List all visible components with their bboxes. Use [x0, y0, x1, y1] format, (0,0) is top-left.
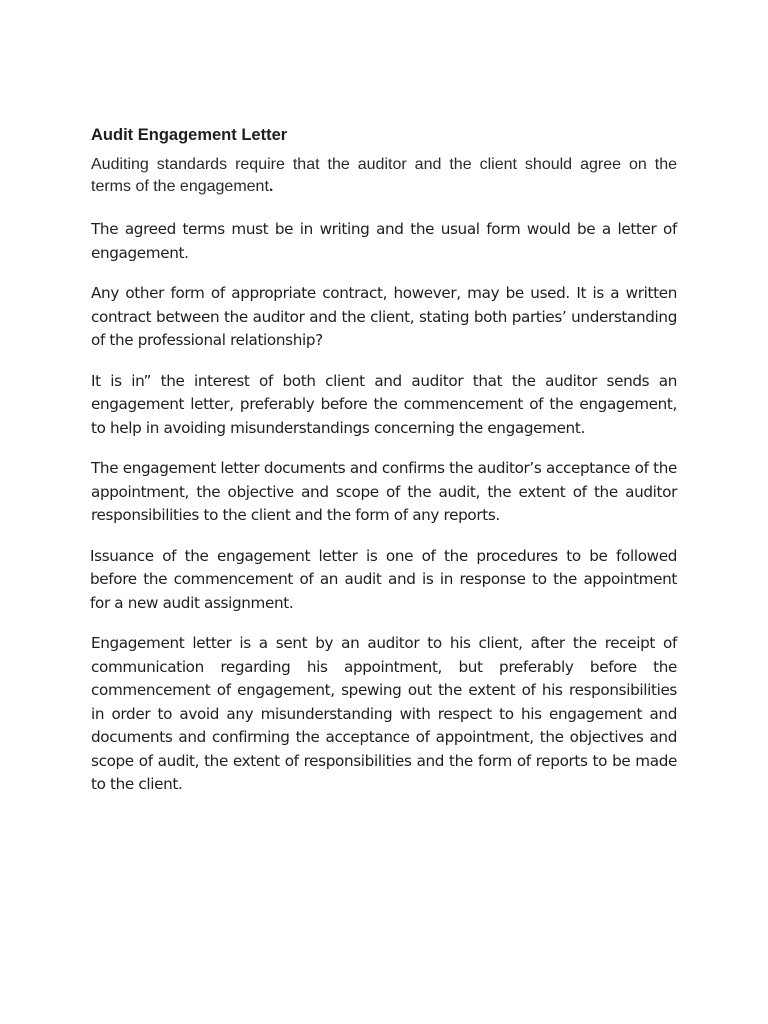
paragraph-written-terms: The agreed terms must be in writing and the usual form would be a letter of engagement.	[91, 220, 677, 262]
intro-text: Auditing standards require that the auditor and the client should agree on the terms of the engagement	[91, 156, 677, 195]
document-title: Audit Engagement Letter	[91, 126, 288, 144]
intro-paragraph	[91, 154, 677, 198]
paragraph-interest: It is in” the interest of both client and auditor that the auditor sends an engagement letter, preferably before the commencement of the engagement, to help in avoiding misunderstandings concerning the engagement.	[91, 371, 677, 437]
paragraph-definition: Engagement letter is a sent by an auditor to his client, after the receipt of communication regarding his appointment, but preferably before the commencement of engagement, spewing out the extent of his responsibilities in order to avoid any misunderstanding with respect to his engagement and documents and confirming the acceptance of appointment, the objectives and scope of audit, the extent of responsibilities and the form of reports to be made to the client.	[91, 634, 677, 793]
paragraph-documents-confirms: The engagement letter documents and confirms the auditor’s acceptance of the appointment, the objective and scope of the audit, the extent of the auditor responsibilities to the client and the form of any reports.	[91, 459, 677, 524]
intro-period: .	[268, 178, 274, 195]
paragraph-other-contract: Any other form of appropriate contract, however, may be used. It is a written contract between the auditor and the client, stating both parties’ understanding of the professional relationship?	[91, 284, 677, 349]
paragraph-issuance: Issuance of the engagement letter is one of the procedures to be followed before the commencement of an audit and is in response to the appointment for a new audit assignment.	[90, 546, 677, 612]
